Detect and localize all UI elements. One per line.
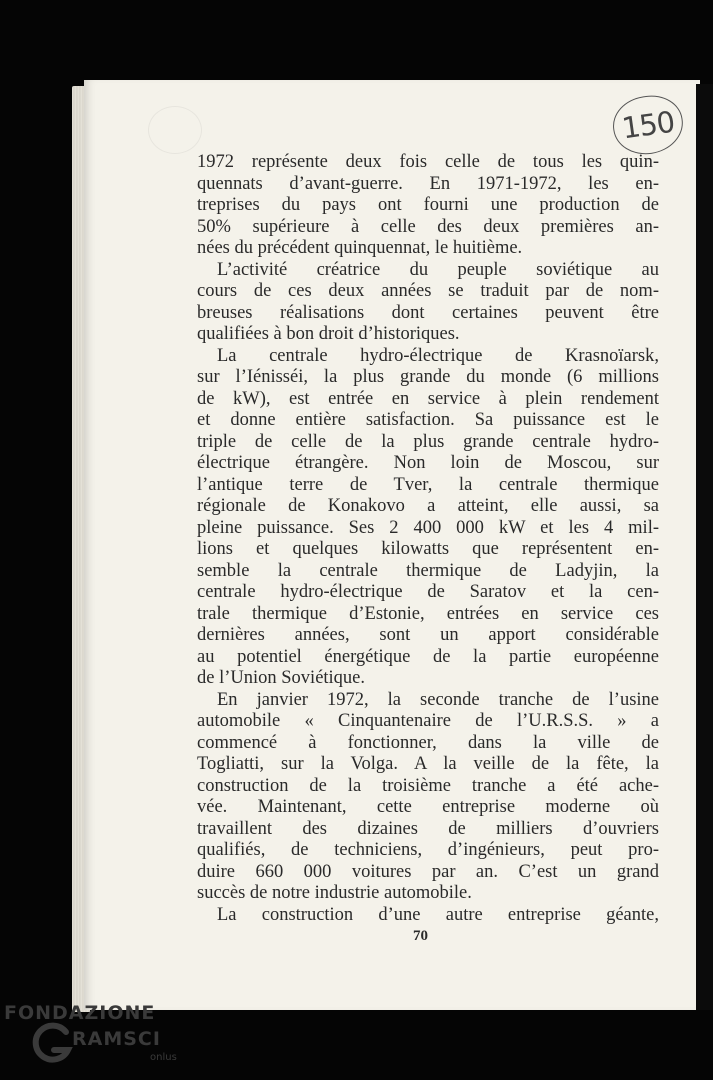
text-line: et donne entière satisfaction. Sa puissance est le <box>197 410 659 430</box>
watermark-line-2: RAMSCI <box>72 1028 161 1050</box>
page-right-shadow <box>696 84 713 1010</box>
text-line: commencé à fonctionner, dans la ville de <box>197 732 659 753</box>
text-line: La centrale hydro-électrique de Krasnoïarsk, <box>217 345 659 366</box>
text-line: 50% supérieure à celle des deux premières an- <box>197 216 659 237</box>
bleed-through-stamp <box>148 106 202 154</box>
text-line: au potentiel énergétique de la partie européenne <box>197 646 659 667</box>
text-line: construction de la troisième tranche a été ache- <box>197 775 659 796</box>
text-line: qualifiés, de techniciens, d’ingénieurs, peut pro- <box>197 840 659 860</box>
text-line: électrique étrangère. Non loin de Moscou, sur <box>197 453 659 473</box>
archive-page-stamp-number: 150 <box>619 104 677 146</box>
text-line: de kW), est entrée en service à plein rendement <box>197 388 659 409</box>
text-line: trale thermique d’Estonie, entrées en service ces <box>197 603 659 624</box>
text-line: vée. Maintenant, cette entreprise moderne où <box>197 797 659 817</box>
text-line: centrale hydro-électrique de Saratov et la cen- <box>197 582 659 602</box>
watermark-onlus: onlus <box>150 1052 177 1063</box>
page-number: 70 <box>413 928 428 944</box>
text-line: pleine puissance. Ses 2 400 000 kW et les 4 mil- <box>197 517 659 538</box>
text-line: nées du précédent quinquennat, le huitième. <box>197 238 523 258</box>
watermark-line-1: FONDAZIONE <box>4 1002 156 1024</box>
text-line: duire 660 000 voitures par an. C’est un grand <box>197 861 659 882</box>
text-line: L’activité créatrice du peuple soviétique au <box>217 259 659 280</box>
text-line: treprises du pays ont fourni une production de <box>197 195 659 215</box>
text-line: lions et quelques kilowatts que représentent en- <box>197 539 659 559</box>
text-line: sur l’Iénisséi, la plus grande du monde (6 millions <box>197 367 659 387</box>
text-line: automobile « Cinquantenaire de l’U.R.S.S. » a <box>197 711 659 731</box>
text-line: semble la centrale thermique de Ladyjin, la <box>197 560 659 581</box>
body-text <box>197 152 659 926</box>
text-line: régionale de Konakovo a atteint, elle aussi, sa <box>197 496 659 516</box>
text-line: travaillent des dizaines de milliers d’ouvriers <box>197 818 659 839</box>
text-line: triple de celle de la plus grande centrale hydro- <box>197 431 659 452</box>
text-line: de l’Union Soviétique. <box>197 668 366 688</box>
gramsci-g-logo-icon <box>30 1022 74 1066</box>
text-line: succès de notre industrie automobile. <box>197 883 472 903</box>
fondazione-gramsci-watermark <box>4 1002 194 1078</box>
text-line: quennats d’avant-guerre. En 1971-1972, les en- <box>197 173 659 194</box>
text-line: En janvier 1972, la seconde tranche de l’usine <box>217 689 659 710</box>
text-line: dernières années, sont un apport considérable <box>197 625 659 645</box>
text-line: breuses réalisations dont certaines peuvent être <box>197 302 659 323</box>
text-line: qualifiées à bon droit d’historiques. <box>197 324 460 344</box>
text-line: 1972 représente deux fois celle de tous les quin- <box>197 152 659 172</box>
text-line: cours de ces deux années se traduit par de nom- <box>197 281 659 301</box>
text-line: La construction d’une autre entreprise géante, <box>217 904 659 925</box>
text-line: Togliatti, sur la Volga. A la veille de la fête, la <box>197 754 659 774</box>
text-line: l’antique terre de Tver, la centrale thermique <box>197 474 659 495</box>
